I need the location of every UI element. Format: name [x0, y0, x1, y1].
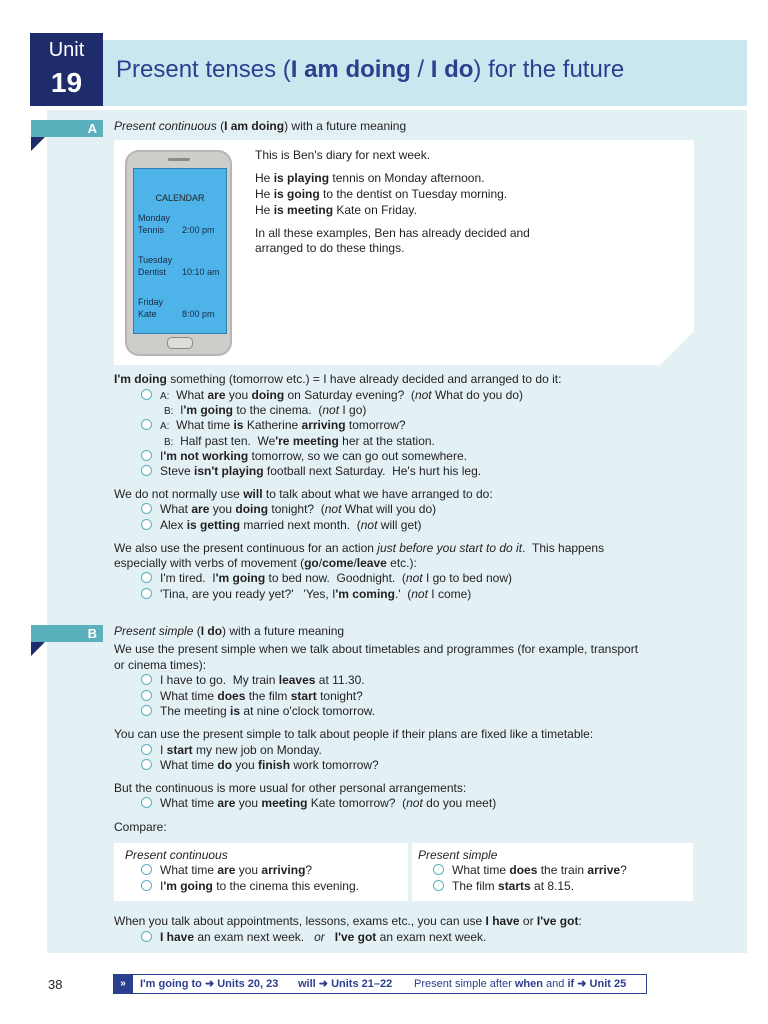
example-line: What time does the film start tonight? [141, 689, 363, 705]
diary-note: In all these examples, Ben has already decided and [255, 226, 530, 240]
calendar-day: Monday [138, 213, 171, 223]
diary-example: He is playing tennis on Monday afternoon. [255, 171, 485, 185]
bullet-icon [141, 931, 152, 942]
calendar-item: Tennis [138, 225, 165, 235]
example-line: I'm tired. I'm going to bed now. Goodnight. (not I go to bed now) [141, 571, 512, 587]
calendar-time: 10:10 am [182, 267, 220, 277]
example-line: Steve isn't playing football next Saturday. He's hurt his leg. [141, 464, 481, 480]
example-line: Alex is getting married next month. (not will get) [141, 518, 421, 534]
example-line: I'm going to the cinema this evening. [141, 879, 359, 895]
diary-note: arranged to do these things. [255, 241, 405, 255]
compare-label: Compare: [114, 820, 167, 834]
page-number: 38 [48, 977, 63, 992]
example-line: I'm not working tomorrow, so we can go out somewhere. [141, 449, 467, 465]
section-a-tab-corner [31, 137, 45, 151]
crossref-link-going-to[interactable]: I'm going to ➜ Units 20, 23 [140, 978, 279, 990]
example-line: B: Half past ten. We're meeting her at the station. [164, 434, 435, 448]
rule-people: You can use the present simple to talk about people if their plans are fixed like a timetable: [114, 727, 594, 741]
rule-will: We do not normally use will to talk about what we have arranged to do: [114, 487, 493, 501]
bullet-icon [141, 465, 152, 476]
phone-speaker [168, 158, 190, 161]
rule-movement: especially with verbs of movement (go/come/leave etc.): [114, 556, 417, 570]
bullet-icon [141, 690, 152, 701]
bullet-icon [433, 880, 444, 891]
example-line: A: What time is Katherine arriving tomorrow? [141, 418, 406, 435]
calendar-item: Dentist [138, 267, 167, 277]
rule-timetable: We use the present simple when we talk about timetables and programmes (for example, transport [114, 642, 639, 656]
bullet-icon [141, 705, 152, 716]
section-b-title: Present simple (I do) with a future meaning [114, 624, 345, 638]
bullet-icon [141, 572, 152, 583]
page-title: Present tenses (I am doing / I do) for the future [116, 56, 625, 83]
example-line: What time are you arriving? [141, 863, 312, 879]
calendar-time: 8:00 pm [182, 309, 215, 319]
crossref-link-will[interactable]: will ➜ Units 21–22 [298, 978, 393, 990]
calendar-day: Tuesday [138, 255, 173, 265]
unit-number: 19 [50, 67, 83, 98]
calendar-day: Friday [138, 297, 164, 307]
phone-home-button [167, 337, 193, 349]
bullet-icon [141, 674, 152, 685]
bullet-icon [141, 880, 152, 891]
compare-title: Present simple [418, 848, 498, 862]
diary-intro: This is Ben's diary for next week. [255, 148, 431, 162]
section-a-title: Present continuous (I am doing) with a future meaning [114, 119, 407, 133]
bullet-icon [141, 389, 152, 400]
rule-appointments: When you talk about appointments, lessons, exams etc., you can use I have or I've got: [114, 914, 582, 928]
calendar-item: Kate [138, 309, 157, 319]
example-line: A: What are you doing on Saturday evening? (not What do you do) [141, 388, 523, 405]
example-line: I have to go. My train leaves at 11.30. [141, 673, 365, 689]
phone-screen [133, 168, 227, 334]
bullet-icon [141, 519, 152, 530]
section-b-tab: B [31, 625, 103, 642]
example-line: I have an exam next week. or I've got an exam next week. [141, 930, 486, 946]
bullet-icon [141, 419, 152, 430]
crossref-link-present-simple[interactable]: Present simple after when and if ➜ Unit 25 [414, 978, 627, 990]
section-a-tab: A [31, 120, 103, 137]
rule-im-doing: I'm doing something (tomorrow etc.) = I have already decided and arranged to do it: [114, 372, 562, 386]
example-line: I start my new job on Monday. [141, 743, 322, 759]
example-line: What time does the train arrive? [433, 863, 627, 879]
compare-title: Present continuous [125, 848, 228, 862]
bullet-icon [141, 503, 152, 514]
section-b-tab-corner [31, 642, 45, 656]
bullet-icon [141, 864, 152, 875]
example-line: 'Tina, are you ready yet?' 'Yes, I'm coming.' (not I come) [141, 587, 471, 603]
rule-timetable: or cinema times): [114, 658, 207, 672]
double-chevron-icon: » [113, 974, 133, 994]
bullet-icon [141, 450, 152, 461]
bullet-icon [433, 864, 444, 875]
phone-illustration [125, 150, 232, 356]
bullet-icon [141, 797, 152, 808]
bullet-icon [141, 588, 152, 599]
diary-box-corner [660, 331, 694, 365]
example-line: The film starts at 8.15. [433, 879, 574, 895]
bullet-icon [141, 744, 152, 755]
unit-label: Unit [48, 39, 85, 61]
unit-badge [30, 33, 103, 106]
diary-example: He is going to the dentist on Tuesday morning. [255, 187, 508, 201]
bullet-icon [141, 759, 152, 770]
diary-example: He is meeting Kate on Friday. [255, 203, 417, 217]
calendar-time: 2:00 pm [182, 225, 215, 235]
example-line: The meeting is at nine o'clock tomorrow. [141, 704, 375, 720]
example-line: What are you doing tonight? (not What will you do) [141, 502, 436, 518]
example-line: What time are you meeting Kate tomorrow? (not do you meet) [141, 796, 496, 812]
rule-movement: We also use the present continuous for an action just before you start to do it. This happens [114, 541, 605, 555]
calendar-title: CALENDAR [155, 193, 205, 203]
example-line: What time do you finish work tomorrow? [141, 758, 379, 774]
rule-continuous: But the continuous is more usual for other personal arrangements: [114, 781, 467, 795]
example-line: B: I'm going to the cinema. (not I go) [164, 403, 367, 417]
